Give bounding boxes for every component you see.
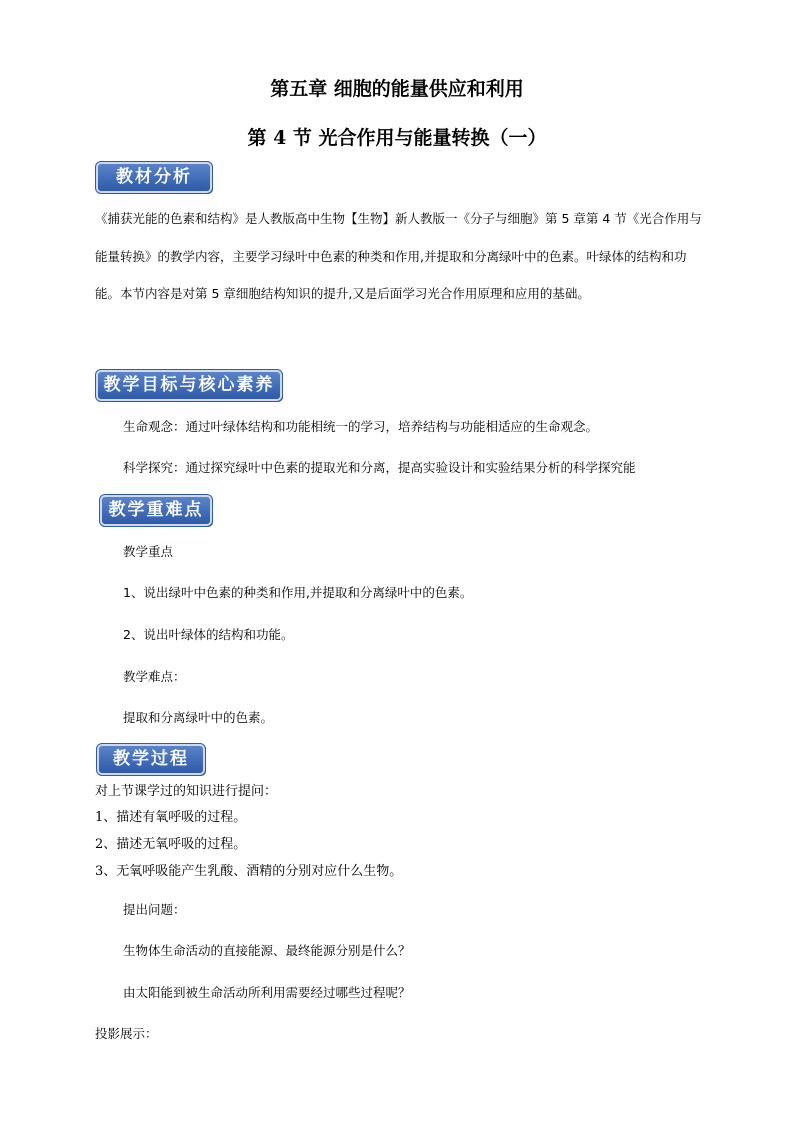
projection-label: 投影展示： [95, 1026, 158, 1041]
ask-question-1: 生物体生命活动的直接能源、最终能源分别是什么？ [123, 943, 411, 958]
process-question-2: 2、描述无氧呼吸的过程。 [95, 837, 247, 852]
focus-item-1: 1、说出绿叶中色素的种类和作用,并提取和分离绿叶中的色素。 [123, 585, 473, 600]
process-intro: 对上节课学过的知识进行提问： [95, 784, 278, 799]
difficulty-item-1: 提取和分离绿叶中的色素。 [123, 710, 274, 725]
keypoints-badge: 教学重难点 [100, 495, 212, 526]
analysis-badge: 教材分析 [96, 162, 212, 193]
chapter-title: 第五章 细胞的能量供应和利用 [270, 78, 524, 100]
goal-life-concept: 生命观念：通过叶绿体结构和功能相统一的学习，培养结构与功能相适应的生命观念。 [123, 419, 599, 434]
process-badge: 教学过程 [97, 744, 205, 775]
ask-heading: 提出问题： [123, 902, 186, 917]
goal-scientific-inquiry: 科学探究：通过探究绿叶中色素的提取光和分离，提高实验设计和实验结果分析的科学探究能 [123, 460, 636, 475]
process-question-3: 3、无氧呼吸能产生乳酸、酒精的分别对应什么生物。 [95, 864, 403, 879]
analysis-paragraph: 《捕获光能的色素和结构》是人教版高中生物【生物】新人教版一《分子与细胞》第 5 章第 4 节《光合作用与能量转换》的教学内容，主要学习绿叶中色素的种类和作用,并提取和分离绿叶中的色素。叶绿体的结构和功能。本节内容是对第 5 章细胞结构知识的提升,又是后面学习光合作用原理和应用的基础。 [95, 211, 702, 301]
difficulty-heading: 教学难点： [123, 669, 186, 684]
focus-heading: 教学重点 [123, 544, 174, 559]
focus-item-2: 2、说出叶绿体的结构和功能。 [123, 627, 294, 642]
process-question-1: 1、描述有氧呼吸的过程。 [95, 810, 247, 825]
section-title: 第 4 节 光合作用与能量转换（一） [247, 127, 547, 149]
goals-badge: 教学目标与核心素养 [96, 370, 282, 401]
ask-question-2: 由太阳能到被生命活动所利用需要经过哪些过程呢？ [123, 985, 411, 1000]
